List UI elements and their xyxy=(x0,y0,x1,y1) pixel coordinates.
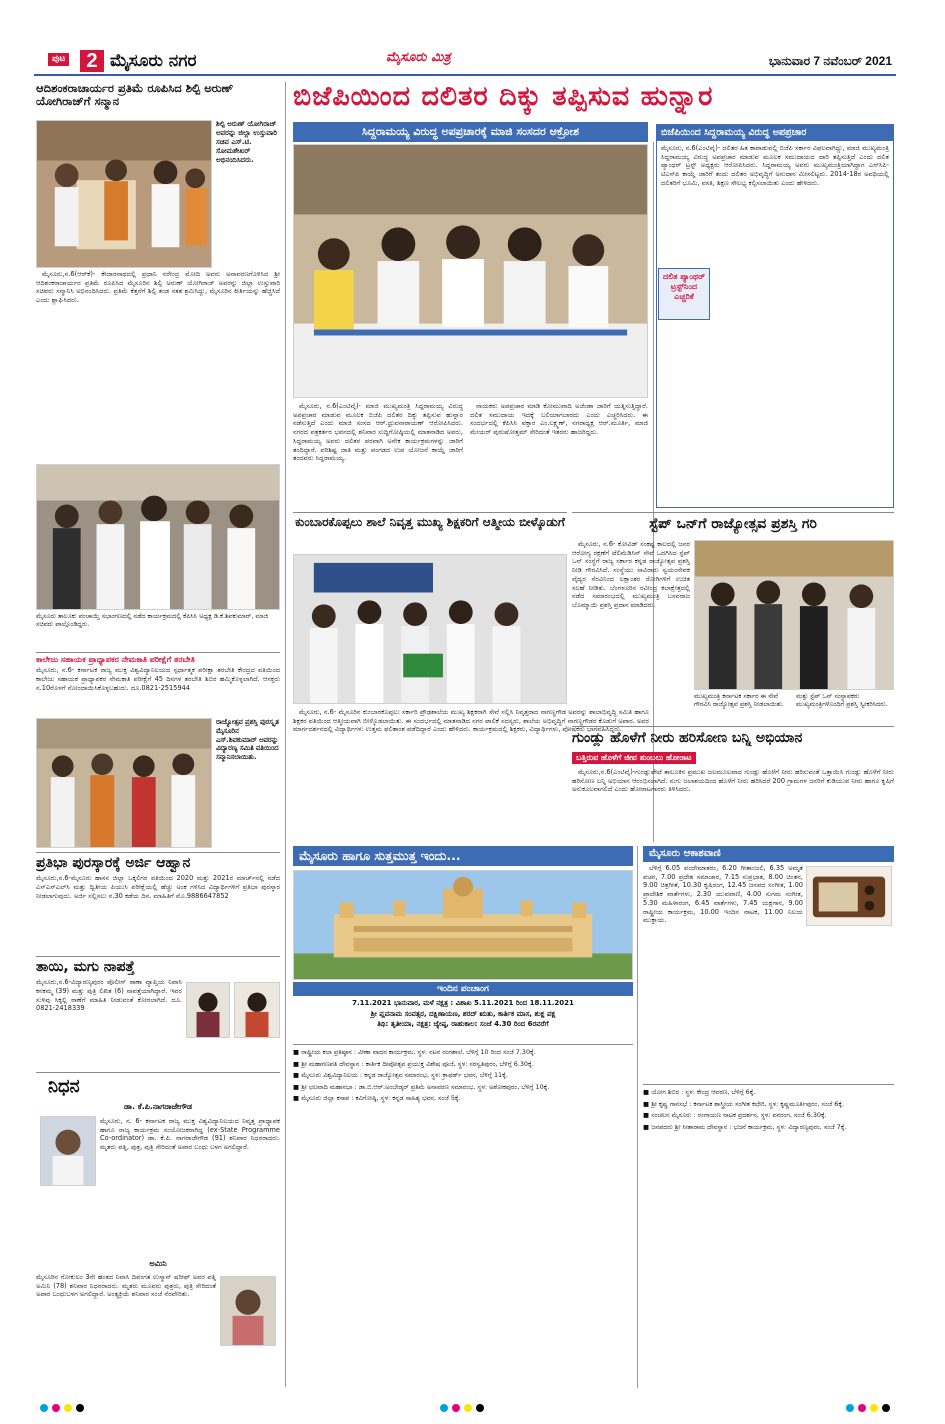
center-story-body-text: ಮೈಸೂರು, ನ.6- ಮೈಸೂರಿನ ಕುಂಬಾರಕೊಪ್ಪಲು ಸರ್ಕಾರಿ ಪ್ರೌಢಶಾಲೆಯ ಮುಖ್ಯ ಶಿಕ್ಷಕರಾಗಿ ಸೇವೆ ಸಲ್ಲಿಸಿ ನಿವೃತ್ತರಾದ ನಾಗಣ್ಣಗೌಡ ಅವರನ್ನು ಶಾಲಾಭಿವೃದ್ಧಿ ಸಮಿತಿ ಹಾಗೂ ಶಿಕ್ಷಕರ ವತಿಯಿಂದ ಆತ್ಮೀಯವಾಗಿ ಬೀಳ್ಕೊಡಲಾಯಿತು. ಈ ಸಂದರ್ಭದಲ್ಲಿ ಮಾತನಾಡಿದ ನಗರ ಪಾಲಿಕೆ ಸದಸ್ಯರು, ಶಾಲೆಯ ಅಭಿವೃದ್ಧಿಗೆ ನಾಗಣ್ಣಗೌಡರ ಕೊಡುಗೆ ಅಪಾರ. ಅವರ ಮಾರ್ಗದರ್ಶನದಲ್ಲಿ ವಿದ್ಯಾರ್ಥಿಗಳು ಉತ್ತಮ ಫಲಿತಾಂಶ ಪಡೆದಿದ್ದಾರೆ ಎಂದು ಹೇಳಿದರು. ಕಾರ್ಯಕ್ರಮದಲ್ಲಿ ಶಿಕ್ಷಕರು, ವಿದ್ಯಾರ್ಥಿಗಳು, ಪೋಷಕರು ಭಾಗವಹಿಸಿದ್ದರು. xyxy=(293,708,649,734)
panchang-title: ಇಂದಿನ ಪಂಚಾಂಗ xyxy=(293,982,633,996)
cyan-dot-icon xyxy=(440,1404,448,1412)
event-listing-item xyxy=(293,1083,633,1092)
center-story-headline-box xyxy=(293,512,567,552)
radio-listing-item xyxy=(643,1100,894,1109)
bullet-icon: ■ xyxy=(293,1059,302,1068)
lead-side-title: ಬಿಜೆಪಿಯಿಂದ ಸಿದ್ದರಾಮಯ್ಯ ವಿರುದ್ಧ ಅಪಪ್ರಚಾರ xyxy=(657,125,893,141)
radio-photo xyxy=(806,866,892,926)
bullet-icon: ■ xyxy=(293,1082,302,1091)
obituary-person1-name: ಡಾ. ಕೆ.ಪಿ.ನಾಗರಾಜೇಗೌಡ xyxy=(124,1101,192,1111)
story2-photo xyxy=(36,464,280,610)
center-story-photo xyxy=(293,554,567,704)
story1-body xyxy=(36,270,280,460)
story3-body: ಮೈಸೂರು, ನ.6- ಕರ್ನಾಟಕ ರಾಜ್ಯ ಮುಕ್ತ ವಿಶ್ವವಿದ್ಯಾನಿಲಯದ ಸ್ಪರ್ಧಾತ್ಮಕ ಪರೀಕ್ಷಾ ತರಬೇತಿ ಕೇಂದ್ರದ ವತಿಯಿಂದ ಕಾಲೇಜು ಸಹಾಯಕ ಪ್ರಾಧ್ಯಾಪಕರ ನೇಮಕಾತಿ ಪರೀಕ್ಷೆಗೆ 45 ದಿನಗಳ ತರಬೇತಿ ಶಿಬಿರ ಹಮ್ಮಿಕೊಳ್ಳಲಾಗಿದೆ. ಆಸಕ್ತರು ನ.10ರೊಳಗೆ ನೋಂದಾಯಿಸಿಕೊಳ್ಳಬಹುದು. ದೂ.0821-2515944 xyxy=(36,666,280,692)
event-listing-item xyxy=(293,1048,633,1057)
events-section-title: ಮೈಸೂರು ಹಾಗೂ ಸುತ್ತಮುತ್ತ ಇಂದು... xyxy=(293,846,633,866)
woman-elder-portrait-image xyxy=(221,1277,275,1345)
story3-box xyxy=(36,652,280,714)
black-dot-icon xyxy=(476,1404,484,1412)
event-listing-text: ರಾಷ್ಟ್ರೀಯ ಕಲಾ ಪ್ರತಿಷ್ಠಾನ : ವೀಣಾ ವಾದನ ಕಾರ್ಯಕ್ರಮ, ಸ್ಥಳ: ನಟನ ರಂಗಶಾಲೆ, ಬೆಳಿಗ್ಗೆ 10 ರಿಂದ ಸಂಜೆ 7.30ಕ್ಕೆ. xyxy=(301,1048,536,1056)
story1-headline: ಆದಿಶಂಕರಾಚಾರ್ಯರ ಪ್ರತಿಮೆ ರೂಪಿಸಿದ ಶಿಲ್ಪಿ ಅರುಣ್ ಯೋಗಿರಾಜ್‌ಗೆ ಸನ್ಮಾನ xyxy=(36,82,234,109)
farewell-photo-image xyxy=(294,555,566,703)
lead-body-mid-text: ನಾಯಕರು ಅಪಪ್ರಚಾರ ಮಾಡಿ ಕೋಮುವಾದಿ ಅಜೆಂಡಾ ಜಾರಿಗೆ ಯತ್ನಿಸುತ್ತಿದ್ದಾರೆ. ದಲಿತ ಸಮುದಾಯ ಇದಕ್ಕೆ ಬಲಿಯಾಗಬಾರದು ಎಂದು ಎಚ್ಚರಿಸಿದರು. ಈ ಸಂದರ್ಭದಲ್ಲಿ ಕೆಪಿಸಿಸಿ ವಕ್ತಾರ ಎಂ.ಲಕ್ಷ್ಮಣ್, ನಗರಾಧ್ಯಕ್ಷ ಆರ್.ಮೂರ್ತಿ, ಮಾಜಿ ಮೇಯರ್ ಪುರುಷೋತ್ತಮ್ ಸೇರಿದಂತೆ ಇತರರು ಹಾಜರಿದ್ದರು. xyxy=(470,402,648,437)
bullet-icon: ■ xyxy=(643,1122,652,1131)
event-listing-item xyxy=(293,1071,633,1080)
event-listing-item xyxy=(293,1060,633,1069)
right-story1-caption1: ಮುಖ್ಯಮಂತ್ರಿ ಕರ್ನಾಟಕ ಸರ್ಕಾರ ಈ ಸೇವೆ ಗೌರವಿಸಿ ರಾಜ್ಯೋತ್ಸವ ಪ್ರಶಸ್ತಿ ನೀಡಲಾಯಿತು. xyxy=(694,692,784,709)
panchang-line3: ತಿಥಿ: ತೃತೀಯಾ, ನಕ್ಷತ್ರ: ಜ್ಯೇಷ್ಠ, ರಾಹುಕಾಲ: ಸಂಜೆ 4.30 ರಿಂದ 6ರವರೆಗೆ xyxy=(377,1020,549,1028)
radio-listing-item xyxy=(643,1111,894,1120)
right-story1-caption2: ಮತ್ತು ಸ್ಟೆಪ್ ಒನ್ ಸಂಸ್ಥಾಪಕರು ಮುಖ್ಯಮಂತ್ರಿಗಳೊಂದಿಗೆ ಪ್ರಶಸ್ತಿ ಸ್ವೀಕರಿಸಿದರು. xyxy=(796,692,888,709)
radio-body-top xyxy=(643,864,803,934)
award-ceremony-photo-image xyxy=(695,541,893,689)
center-story-headline: ಕುಂಬಾರಕೊಪ್ಪಲು ಶಾಲೆ ನಿವೃತ್ತ ಮುಖ್ಯ ಶಿಕ್ಷಕರಿಗೆ ಆತ್ಮೀಯ ಬೀಳ್ಕೊಡುಗೆ xyxy=(295,515,565,529)
felicitation-photo-image xyxy=(37,121,211,267)
magenta-dot-icon xyxy=(52,1404,60,1412)
bullet-icon: ■ xyxy=(293,1094,302,1103)
missing-child-photo xyxy=(234,982,280,1038)
page-number: 2 xyxy=(80,50,104,72)
story5-body: ಮೈಸೂರು,ನ.6-ಮೈಸೂರು ಹಾಸನ ಜಿಲ್ಲಾ ಒಕ್ಕಲಿಗರ ವತಿಯಿಂದ 2020 ಮತ್ತು 2021ರ ಮಾರ್ಚ್‌ನಲ್ಲಿ ನಡೆದ ಎಸ್‌ಎಸ್‌ಎಲ್‌ಸಿ ಮತ್ತು ದ್ವಿತೀಯ ಪಿಯುಸಿ ಪರೀಕ್ಷೆಯಲ್ಲಿ ಹೆಚ್ಚು ಅಂಕ ಗಳಿಸಿದ ವಿದ್ಯಾರ್ಥಿಗಳಿಗೆ ಪ್ರತಿಭಾ ಪುರಸ್ಕಾರ ನೀಡಲಾಗುವುದು. ಅರ್ಜಿ ಸಲ್ಲಿಸಲು ನ.30 ಕಡೆಯ ದಿನ. ಮಾಹಿತಿಗೆ ಮೊ.9886647852 xyxy=(36,874,280,900)
newspaper-page xyxy=(34,50,896,1390)
yellow-dot-icon xyxy=(464,1404,472,1412)
obituary-person2-body: ಮೈಸೂರಿನ ಗೋಕುಲಂ 3ನೇ ಹಂತದ ನಿವಾಸಿ ದಿವಂಗತ ಉಸ್ಮಾನ್ ಷರೀಫ್ ಅವರ ಪತ್ನಿ ಅಮಿನಿ (78) ಶನಿವಾರ ನಿಧನರಾದರು. ಮೃತರು ಮೂವರು ಪುತ್ರರು, ಪುತ್ರಿ ಸೇರಿದಂತೆ ಅಪಾರ ಬಂಧುಬಳಗ ಅಗಲಿದ್ದಾರೆ. ಅಂತ್ಯಕ್ರಿಯೆ ಶನಿವಾರ ಸಂಜೆ ನೆರವೇರಿತು. xyxy=(36,1273,216,1299)
woman-portrait-image xyxy=(187,983,229,1037)
right-story1-body xyxy=(572,540,690,722)
radio-title: ಮೈಸೂರು ಆಕಾಶವಾಣಿ xyxy=(643,846,894,862)
story5-box xyxy=(36,852,280,954)
event-listing-text: ಮೈಸೂರು ಜಿಲ್ಲಾ ಕಸಾಪ : ಕವಿಗೋಷ್ಠಿ, ಸ್ಥಳ: ಕನ್ನಡ ಸಾಹಿತ್ಯ ಭವನ, ಸಂಜೆ 5ಕ್ಕೆ. xyxy=(301,1094,461,1103)
bullet-icon: ■ xyxy=(643,1088,652,1096)
right-story2-kicker-box xyxy=(572,752,742,766)
radio-listings xyxy=(643,1084,894,1388)
lead-headline: ಬಿಜೆಪಿಯಿಂದ ದಲಿತರ ದಿಕ್ಕು ತಪ್ಪಿಸುವ ಹುನ್ನಾರ xyxy=(293,81,714,112)
cyan-dot-icon xyxy=(846,1404,854,1412)
event-listing-text: ಮೈಸೂರು ವಿಶ್ವವಿದ್ಯಾನಿಲಯ : ಕನ್ನಡ ರಾಜ್ಯೋತ್ಸವ ಸಮಾರಂಭ, ಸ್ಥಳ: ಕ್ರಾಫರ್ಡ್ ಭವನ, ಬೆಳಿಗ್ಗೆ 11ಕ್ಕೆ. xyxy=(301,1071,508,1080)
lead-subhead: ಸಿದ್ದರಾಮಯ್ಯ ವಿರುದ್ಧ ಅಪಪ್ರಚಾರಕ್ಕೆ ಮಾಜಿ ಸಂಸದರ ಆಕ್ರೋಶ xyxy=(293,122,648,142)
lead-photo xyxy=(293,144,648,398)
right-story2-headline: ಗುಂಡ್ಲು ಹೊಳೆಗೆ ನೀರು ಹರಿಸೋಣ ಬನ್ನಿ ಅಭಿಯಾನ xyxy=(572,730,803,746)
right-story2-body xyxy=(572,768,894,842)
yellow-dot-icon xyxy=(870,1404,878,1412)
radio-listing-item xyxy=(643,1123,894,1132)
story6-body: ಮೈಸೂರು,ನ.6-ವಿದ್ಯಾರಣ್ಯಪುರಂ ಪೊಲೀಸ್ ಠಾಣಾ ವ್ಯಾಪ್ತಿಯ ನಿವಾಸಿ ಕನಕಮ್ಮ (39) ಮತ್ತು ಪುತ್ರಿ ಲಿಖಿತ (6) ನಾಪತ್ತೆಯಾಗಿದ್ದಾರೆ. ಇವರ ಸುಳಿವು ಸಿಕ್ಕಲ್ಲಿ ಠಾಣೆಗೆ ಮಾಹಿತಿ ನೀಡುವಂತೆ ಕೋರಲಾಗಿದೆ. ದೂ. 0821-2418339 xyxy=(36,978,182,1013)
radio-listing-text: ಜನಪದರು ಶ್ರೀ ಸೀತಾರಾಮ ದೇವಸ್ಥಾನ : ಭಜನೆ ಕಾರ್ಯಕ್ರಮ, ಸ್ಥಳ: ವಿದ್ಯಾರಣ್ಯಪುರಂ, ಸಂಜೆ 7ಕ್ಕೆ. xyxy=(651,1122,847,1131)
masthead xyxy=(34,50,896,76)
panchang-box xyxy=(293,998,633,1042)
section-name: ಮೈಸೂರು ನಗರ xyxy=(110,51,197,71)
lead-body-mid xyxy=(470,402,648,508)
press-meet-photo-image xyxy=(294,145,647,397)
paper-logo: ಮೈಸೂರು ಮಿತ್ರ xyxy=(386,50,451,65)
lead-body-left-text: ಮೈಸೂರು, ನ.6(ಎಂಟಿವೈ)- ಮಾಜಿ ಮುಖ್ಯಮಂತ್ರಿ ಸಿದ್ದರಾಮಯ್ಯ ವಿರುದ್ಧ ಅಪಪ್ರಚಾರ ಮಾಡುವ ಮೂಲಕ ಬಿಜೆಪಿ ದಲಿತರ ದಿಕ್ಕು ತಪ್ಪಿಸುವ ಹುನ್ನಾರ ನಡೆಸುತ್ತಿದೆ ಎಂದು ಮಾಜಿ ಸಂಸದ ಆರ್.ಧ್ರುವನಾರಾಯಣ್ ಆರೋಪಿಸಿದರು. ನಗರದ ಪತ್ರಕರ್ತರ ಭವನದಲ್ಲಿ ಶನಿವಾರ ಸುದ್ದಿಗೋಷ್ಠಿಯಲ್ಲಿ ಮಾತನಾಡಿದ ಅವರು, ಸಿದ್ದರಾಮಯ್ಯ ಅವರು ದಲಿತರ ಪರವಾಗಿ ಅನೇಕ ಕಾರ್ಯಕ್ರಮಗಳನ್ನು ಜಾರಿಗೆ ತಂದಿದ್ದಾರೆ. ಪರಿಶಿಷ್ಟ ಜಾತಿ ಮತ್ತು ಪಂಗಡದ ಉಪ ಯೋಜನೆ ಕಾಯ್ದೆ ಜಾರಿಗೆ ತಂದವರು ಸಿದ್ದರಾಮಯ್ಯ. xyxy=(293,402,463,463)
palace-photo xyxy=(293,870,633,980)
column-rule xyxy=(637,846,638,1388)
obituary-title: ನಿಧನ xyxy=(48,1076,80,1097)
story1-photo xyxy=(36,120,212,268)
dateline: ಭಾನುವಾರ 7 ನವೆಂಬರ್ 2021 xyxy=(768,54,892,68)
bullet-icon: ■ xyxy=(643,1111,652,1120)
magenta-dot-icon xyxy=(858,1404,866,1412)
cyan-dot-icon xyxy=(40,1404,48,1412)
lead-body-left xyxy=(293,402,463,508)
story1-caption: ಶಿಲ್ಪಿ ಅರುಣ್ ಯೋಗಿರಾಜ್ ಅವರನ್ನು ಜಿಲ್ಲಾ ಉಸ್ತುವಾರಿ ಸಚಿವ ಎಸ್.ಟಿ. ಸೋಮಶೇಖರ್ ಅಭಿನಂದಿಸಿದರು. xyxy=(216,120,277,165)
right-story2-kicker: ಬತ್ತಿರುವ ಹೊಳೆಗೆ ಜೀವ ತುಂಬಲು ಹೋರಾಟ xyxy=(572,752,696,764)
mysore-palace-image xyxy=(294,871,632,979)
right-story1-headline: ಸ್ಟೆಪ್ ಒನ್‌ಗೆ ರಾಜ್ಯೋತ್ಸವ ಪ್ರಶಸ್ತಿ ಗರಿ xyxy=(649,516,817,532)
group-photo-image xyxy=(37,465,279,609)
award-photo-image xyxy=(37,719,211,847)
obituary-person2-photo xyxy=(220,1276,276,1346)
story1-body-text: ಮೈಸೂರು,ನ.6(ಆರ್‌ಕೆ)- ಕೇದಾರನಾಥದಲ್ಲಿ ಪ್ರಧಾನಿ ನರೇಂದ್ರ ಮೋದಿ ಅವರು ಅನಾವರಣಗೊಳಿಸಿದ ಶ್ರೀ ಆದಿಶಂಕರಾಚಾರ್ಯರ ಪ್ರತಿಮೆ ರೂಪಿಸಿದ ಮೈಸೂರಿನ ಶಿಲ್ಪಿ ಅರುಣ್ ಯೋಗಿರಾಜ್ ಅವರನ್ನು ಜಿಲ್ಲಾ ಉಸ್ತುವಾರಿ ಸಚಿವರು ಸನ್ಮಾನಿಸಿ ಅಭಿನಂದಿಸಿದರು. ಪ್ರತಿಮೆ ಕೆತ್ತನೆಗೆ ಶಿಲ್ಪಿ ತಂಡ ಸತತ ಶ್ರಮಿಸಿದ್ದು, ಮೈಸೂರಿನ ಕೀರ್ತಿಯನ್ನು ಹೆಚ್ಚಿಸಿದೆ ಎಂದು ಶ್ಲಾಘಿಸಿದರು. xyxy=(36,270,280,305)
obituary-person2-name: ಅಮಿನಿ xyxy=(149,1259,167,1268)
panchang-line1: 7.11.2021 ಭಾನುವಾರ, ಮಳೆ ನಕ್ಷತ್ರ : ವಿಶಾಖ 5.11.2021 ರಿಂದ 18.11.2021 xyxy=(352,999,574,1007)
black-dot-icon xyxy=(882,1404,890,1412)
event-listing-item xyxy=(293,1094,633,1103)
bullet-icon: ■ xyxy=(293,1071,302,1080)
right-story2-body-text: ಮೈಸೂರು,ನ.6(ಎಂಟಿವೈ)-ಗುಂಡ್ಲುಪೇಟೆ ತಾಲೂಕಿನ ಪ್ರಮುಖ ಜಲಮೂಲವಾದ ಗುಂಡ್ಲು ಹೊಳೆಗೆ ನೀರು ಹರಿಸುವಂತೆ ಒತ್ತಾಯಿಸಿ ಗುಂಡ್ಲು ಹೊಳೆಗೆ ನೀರು ಹರಿಸೋಣ ಬನ್ನಿ ಅಭಿಯಾನ ಆರಂಭಿಸಲಾಗಿದೆ. ನುಗು ಜಲಾಶಯದಿಂದ ಹೊಳೆಗೆ ನೀರು ಹರಿಸಿದರೆ 200 ಗ್ರಾಮಗಳ ಜನರಿಗೆ ಕುಡಿಯುವ ನೀರು ಹಾಗೂ ಕೃಷಿಗೆ ಅನುಕೂಲವಾಗಲಿದೆ ಎಂದು ಹೋರಾಟಗಾರರು ತಿಳಿಸಿದರು. xyxy=(572,768,894,794)
right-story1-headline-box xyxy=(572,512,894,538)
radio-listing-text: ಶ್ರೀ ಕೃಷ್ಣ ಗಾನಸಭೆ : ಕರ್ನಾಟಕ ಶಾಸ್ತ್ರೀಯ ಸಂಗೀತ ಕಛೇರಿ, ಸ್ಥಳ: ಕೃಷ್ಣಮೂರ್ತಿಪುರಂ, ಸಂಜೆ 6ಕ್ಕೆ. xyxy=(651,1099,845,1108)
magenta-dot-icon xyxy=(452,1404,460,1412)
black-dot-icon xyxy=(76,1404,84,1412)
right-story2-headline-box xyxy=(572,726,894,750)
lead-side-body: ಮೈಸೂರು, ನ.6(ಎಂಟಿವೈ)- ದಲಿತರ ಹಿತ ಕಾಪಾಡುವಲ್ಲಿ ಬಿಜೆಪಿ ಸರ್ಕಾರ ವಿಫಲವಾಗಿದ್ದು, ಮಾಜಿ ಮುಖ್ಯಮಂತ್ರಿ ಸಿದ್ದರಾಮಯ್ಯ ವಿರುದ್ಧ ಅಪಪ್ರಚಾರ ಮಾಡುವ ಮೂಲಕ ಸಮುದಾಯದ ದಾರಿ ತಪ್ಪಿಸುತ್ತಿದೆ ಎಂದು ದಲಿತ ಪ್ಯಾಂಥರ್ ಟ್ರಸ್ಟ್ ಅಧ್ಯಕ್ಷರು ಆರೋಪಿಸಿದರು. ಸಿದ್ದರಾಮಯ್ಯ ಅವರು ಮುಖ್ಯಮಂತ್ರಿಯಾಗಿದ್ದಾಗ ಎಸ್‌ಸಿಪಿ-ಟಿಎಸ್‌ಪಿ ಕಾಯ್ದೆ ಜಾರಿಗೆ ತಂದು ದಲಿತರ ಅಭಿವೃದ್ಧಿಗೆ ಅನುದಾನ ಮೀಸಲಿಟ್ಟರು. 2014-18ರ ಅವಧಿಯಲ್ಲಿ ದಲಿತರಿಗೆ ಭೂಮಿ, ವಸತಿ, ಶಿಕ್ಷಣ ಸೌಲಭ್ಯ ಕಲ್ಪಿಸಲಾಯಿತು ಎಂದು ಹೇಳಿದರು. xyxy=(661,143,889,187)
radio-listing-text: ಸಂಚಲನ ಮೈಸೂರು : ರಂಗಾಯಣ ನಾಟಕ ಪ್ರದರ್ಶನ, ಸ್ಥಳ: ವನರಂಗ, ಸಂಜೆ 6.30ಕ್ಕೆ. xyxy=(651,1111,827,1120)
story4-photo xyxy=(36,718,212,848)
man-portrait-image xyxy=(41,1117,95,1185)
column-rule xyxy=(285,82,286,1387)
events-listings xyxy=(293,1044,633,1388)
story5-headline: ಪ್ರತಿಭಾ ಪುರಸ್ಕಾರಕ್ಕೆ ಅರ್ಜಿ ಆಹ್ವಾನ xyxy=(36,855,191,871)
obituary-person1-body: ಮೈಸೂರು, ನ. 6- ಕರ್ನಾಟಕ ರಾಜ್ಯ ಮುಕ್ತ ವಿಶ್ವವಿದ್ಯಾನಿಲಯದ ನಿವೃತ್ತ ಪ್ರಾಧ್ಯಾಪಕ ಹಾಗೂ ರಾಜ್ಯ ಕಾರ್ಯಕ್ರಮ ಸಂಯೋಜಕರಾಗಿದ್ದ (ex-State Programme Co-ordinator) ಡಾ. ಕೆ.ಪಿ. ನಾಗರಾಜೇಗೌಡ (91) ಶನಿವಾರ ನಿಧನರಾದರು. ಮೃತರು ಪತ್ನಿ, ಪುತ್ರ, ಪುತ್ರಿ ಸೇರಿದಂತೆ ಅಪಾರ ಬಂಧು ಬಳಗ ಅಗಲಿದ್ದಾರೆ. xyxy=(100,1117,280,1152)
right-story1-photo xyxy=(694,540,894,690)
story4-caption: ರಾಜ್ಯೋತ್ಸವ ಪ್ರಶಸ್ತಿ ಪುರಸ್ಕೃತ ಮೈಸೂರಿನ ಎಸ್.ಶಿವಕುಮಾರ್ ಅವರನ್ನು ವಿದ್ಯಾರಣ್ಯ ಸಮಿತಿ ವತಿಯಿಂದ ಸನ್ಮಾನಿಸಲಾಯಿತು. xyxy=(216,718,279,762)
bullet-icon: ■ xyxy=(293,1048,302,1056)
page-label: ಪುಟ xyxy=(48,53,69,66)
story6-headline: ತಾಯಿ, ಮಗು ನಾಪತ್ತೆ xyxy=(36,959,135,975)
radio-body-text: ಬೆಳಿಗ್ಗೆ 6.05 ವಂದೇಮಾತರಂ, 6.20 ಗೀತಾಂಜಲಿ, 6.35 ಅಮೃತ ವಚನ, 7.00 ಪ್ರದೇಶ ಸಮಾಚಾರ, 7.15 ಸುಪ್ರಭಾತ, 8.00 ಚಿಂತನ, 9.00 ಚಿತ್ರಗೀತೆ, 10.30 ಕೃಷಿರಂಗ, 12.45 ಜನಪದ ಸಂಗೀತ, 1.00 ಪ್ರಾದೇಶಿಕ ವಾರ್ತೆಗಳು, 2.30 ಯುವವಾಣಿ, 4.00 ಸುಗಮ ಸಂಗೀತ, 5.30 ಮಹಿಳಾರಂಗ, 6.45 ವಾರ್ತೆಗಳು, 7.45 ಯಕ್ಷಗಾನ, 9.00 ರಾಷ್ಟ್ರೀಯ ಕಾರ್ಯಕ್ರಮ, 10.00 ಇಂದಿನ ನಾಟಕ, 11.00 ನಿಲಯ ಮುಕ್ತಾಯ. xyxy=(643,864,803,925)
obituary-person1-photo xyxy=(40,1116,96,1186)
radio-set-image xyxy=(807,867,891,925)
registration-marks-right xyxy=(846,1404,894,1414)
registration-marks-center xyxy=(440,1404,488,1414)
event-listing-text: ಶ್ರೀ ಛಲವಾದಿ ಮಹಾಸಭಾ : ಡಾ.ಬಿ.ಆರ್.ಅಂಬೇಡ್ಕರ್ ಪ್ರತಿಮೆ ಅನಾವರಣ ಸಮಾರಂಭ, ಸ್ಥಳ: ಅಶೋಕಪುರಂ, ಬೆಳಿಗ್ಗೆ 10ಕ್ಕೆ. xyxy=(301,1082,550,1091)
missing-woman-photo xyxy=(186,982,230,1038)
bullet-icon: ■ xyxy=(643,1099,652,1108)
right-story1-body-text: ಮೈಸೂರು, ನ.6- ಕೋವಿಡ್ ಸಂಕಷ್ಟ ಕಾಲದಲ್ಲಿ ಜನರ ಆರೋಗ್ಯ ರಕ್ಷಣೆಗೆ ಟೆಲಿಮೆಡಿಸಿನ್ ಸೇವೆ ಒದಗಿಸಿದ ಸ್ಟೆಪ್ ಒನ್ ಸಂಸ್ಥೆಗೆ ರಾಜ್ಯ ಸರ್ಕಾರ ಕನ್ನಡ ರಾಜ್ಯೋತ್ಸವ ಪ್ರಶಸ್ತಿ ನೀಡಿ ಗೌರವಿಸಿದೆ. ಸಂಸ್ಥೆಯು ಸಾವಿರಾರು ಸ್ವಯಂಸೇವಕ ವೈದ್ಯರ ನೆರವಿನಿಂದ ಲಕ್ಷಾಂತರ ರೋಗಿಗಳಿಗೆ ಉಚಿತ ಸಲಹೆ ನೀಡಿತು. ಬೆಂಗಳೂರಿನ ರವೀಂದ್ರ ಕಲಾಕ್ಷೇತ್ರದಲ್ಲಿ ನಡೆದ ಸಮಾರಂಭದಲ್ಲಿ ಮುಖ್ಯಮಂತ್ರಿ ಬಸವರಾಜ ಬೊಮ್ಮಾಯಿ ಪ್ರಶಸ್ತಿ ಪ್ರದಾನ ಮಾಡಿದರು. xyxy=(572,540,690,609)
story2-caption: ಮೈಸೂರು ತಾಲೂಕು ಪಂಚಾಯ್ತಿ ಸಭಾಂಗಣದಲ್ಲಿ ನಡೆದ ಕಾರ್ಯಕ್ರಮದಲ್ಲಿ ಕೆಪಿಸಿಸಿ ಅಧ್ಯಕ್ಷ ಡಿ.ಕೆ.ಶಿವಕುಮಾರ್, ಮಾಜಿ ಸಚಿವರು ಪಾಲ್ಗೊಂಡಿದ್ದರು. xyxy=(36,612,269,629)
story1-headline-box xyxy=(36,82,280,118)
story3-headline: ಕಾಲೇಜು ಸಹಾಯಕ ಪ್ರಾಧ್ಯಾಪಕರ ನೇಮಕಾತಿ ಪರೀಕ್ಷೆಗೆ ತರಬೇತಿ xyxy=(36,655,195,664)
panchang-line2: ಶ್ರೀ ಪ್ಲವನಾಮ ಸಂವತ್ಸರ, ದಕ್ಷಿಣಾಯಣ, ಶರದ್ ಋತು, ಕಾರ್ತಿಕ ಮಾಸ, ಶುಕ್ಲ ಪಕ್ಷ xyxy=(370,1009,556,1018)
radio-listing-text: ಯೋಗ ಶಿಬಿರ : ಸ್ಥಳ: ಕೇಂದ್ರ ಆವರಣ, ಬೆಳಿಗ್ಗೆ 6ಕ್ಕೆ. xyxy=(651,1088,756,1096)
yellow-dot-icon xyxy=(64,1404,72,1412)
registration-marks-left xyxy=(40,1404,88,1414)
lead-pull-quote: ದಲಿತ ಪ್ಯಾಂಥರ್ ಟ್ರಸ್ಟ್‌ನಿಂದ ಎಚ್ಚರಿಕೆ xyxy=(658,268,710,320)
radio-listing-item xyxy=(643,1088,894,1097)
child-portrait-image xyxy=(235,983,279,1037)
event-listing-text: ಶ್ರೀ ಮಹಾಗಣಪತಿ ದೇವಸ್ಥಾನ : ಕಾರ್ತಿಕ ದೀಪೋತ್ಸವ ಪ್ರಯುಕ್ತ ವಿಶೇಷ ಪೂಜೆ, ಸ್ಥಳ: ಸರಸ್ವತಿಪುರಂ, ಬೆಳಿಗ್ಗೆ 6.30ಕ್ಕೆ. xyxy=(301,1059,534,1068)
lead-banner xyxy=(293,80,893,120)
